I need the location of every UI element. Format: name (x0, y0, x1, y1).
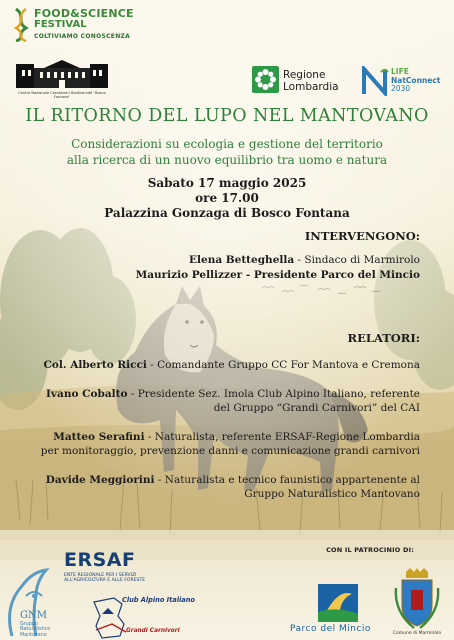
event-date: Sabato 17 maggio 2025 (147, 176, 307, 190)
speaker-name: Elena Betteghella (189, 254, 295, 266)
festival-name-line1: FOOD&SCIENCE (34, 7, 134, 20)
relatore-row (53, 431, 420, 443)
relatore-row (46, 474, 420, 486)
speaker-role: - Sindaco di Marmirolo (294, 254, 420, 266)
ersaf-line1: ENTE REGIONALE PER I SERVIZI (64, 573, 137, 578)
relatore-row (44, 359, 420, 371)
relatore-role: - Presidente Sez. Imola Club Alpino Italiano, referente (127, 388, 420, 400)
ersaf-line2: ALL'AGRICOLTURA E ALLE FORESTE (64, 578, 146, 584)
relatore-name: Matteo Serafini (53, 431, 145, 443)
heron-icon (290, 580, 386, 624)
relatore-name: Col. Alberto Ricci (43, 359, 147, 371)
villa-building-icon (14, 58, 110, 90)
event-time: ore 17.00 (195, 191, 259, 205)
gnm-line2: Naturalistico (20, 627, 51, 633)
relatore-role: - Naturalista e tecnico faunistico appartenente al (154, 474, 420, 486)
event-title: IL RITORNO DEL LUPO NEL MANTOVANO (25, 106, 429, 126)
event-venue: Palazzina Gonzaga di Bosco Fontana (104, 206, 350, 220)
ersaf-name: ERSAF (64, 549, 136, 571)
gnm-name: GNM (20, 610, 47, 621)
relatore-role: - Comandante Gruppo CC For Mantova e Cremona (146, 359, 420, 371)
life-line2: NatConnect (391, 75, 441, 85)
festival-tagline: COLTIVIAMO CONOSCENZA (34, 33, 131, 40)
parco-name: Parco del Mincio (290, 624, 371, 634)
regione-line1: Regione (283, 69, 326, 81)
relatore-row (46, 388, 420, 400)
life-natconnect-logo (361, 66, 447, 100)
food-science-festival-logo (12, 6, 152, 46)
patrocinio-label: CON IL PATROCINIO DI: (326, 546, 414, 554)
relatore-name: Ivano Cobalto (46, 388, 128, 400)
bosco-fontana-caption: Centro Nazionale Carabinieri Biodiversità "Bosco Fontana" (18, 91, 106, 99)
relatore-name: Davide Meggiorini (45, 474, 155, 486)
gnm-logo (2, 566, 88, 640)
relatore-role-continued: Gruppo Naturalistico Mantovano (244, 488, 420, 500)
cai-logo (92, 594, 195, 640)
coat-of-arms-icon (392, 568, 442, 630)
regione-line2: Lombardia (283, 81, 339, 93)
cai-name: Club Alpino Italiano (122, 596, 195, 604)
intervengono-heading: INTERVENGONO: (304, 229, 420, 243)
gnm-line3: Mantovano (20, 632, 47, 638)
life-line3: 2030 (391, 84, 411, 93)
relatore-role-continued: per monitoraggio, prevenzione danni e comunicazione grandi carnivori (40, 445, 420, 457)
cai-subtitle: Grandi Carnivori (126, 628, 180, 634)
speaker-name: Maurizio Pellizzer - Presidente Parco del Mincio (135, 269, 420, 281)
life-line1: LIFE (391, 67, 409, 76)
gnm-line1: Gruppo (20, 622, 38, 627)
bosco-fontana-logo (14, 58, 110, 102)
life-n-icon (361, 66, 389, 96)
relatore-role: - Naturalista, referente ERSAF-Regione Lombardia (144, 431, 420, 443)
regione-lombardia-logo (252, 66, 352, 96)
comune-marmirolo-logo (392, 568, 442, 640)
regione-rose-icon (252, 66, 279, 93)
parco-del-mincio-logo (290, 580, 386, 636)
speaker-row (189, 254, 420, 266)
event-subtitle-line2: alla ricerca di un nuovo equilibrio tra uomo e natura (66, 153, 388, 167)
relatore-role-continued: del Gruppo “Grandi Carnivori” del CAI (213, 402, 420, 414)
speaker-row (136, 269, 420, 281)
comune-caption: Comune di Marmirolo (392, 631, 442, 636)
dna-helix-icon (12, 8, 30, 42)
festival-name-line2: FESTIVAL (34, 19, 87, 30)
relatori-heading: RELATORI: (347, 331, 420, 345)
event-subtitle-line1: Considerazioni su ecologia e gestione del territorio (71, 137, 383, 151)
